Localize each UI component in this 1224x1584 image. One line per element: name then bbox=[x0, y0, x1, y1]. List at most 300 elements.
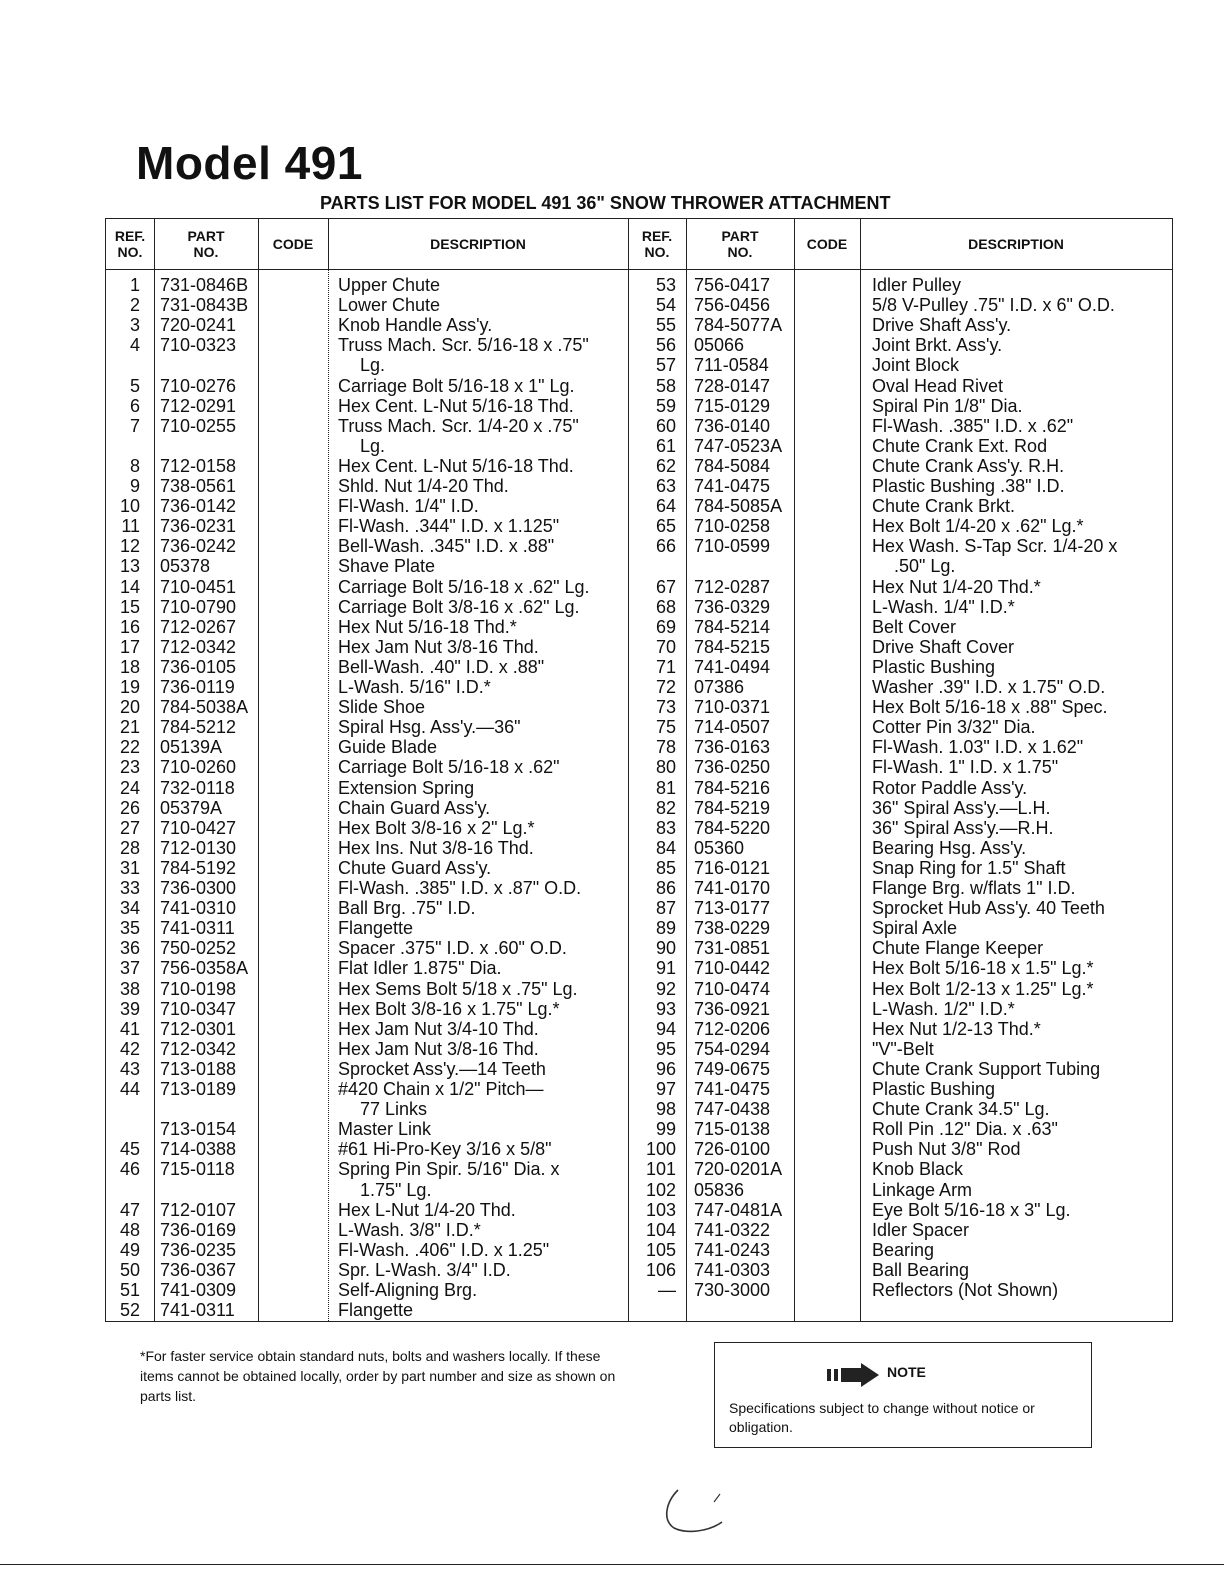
ref-number: 38 bbox=[119, 978, 140, 999]
part-description: Roll Pin .12" Dia. x .63" bbox=[872, 1119, 1058, 1140]
part-description: Fl-Wash. .385" I.D. x .62" bbox=[872, 415, 1074, 436]
ref-number: 70 bbox=[655, 636, 676, 657]
part-number: 731-0851 bbox=[694, 938, 771, 959]
part-description: Chute Crank 34.5" Lg. bbox=[872, 1099, 1050, 1120]
ref-number: 54 bbox=[655, 295, 676, 316]
ref-number: 1 bbox=[129, 275, 140, 295]
part-number: 736-0163 bbox=[694, 737, 771, 758]
part-description: #61 Hi-Pro-Key 3/16 x 5/8" bbox=[338, 1139, 552, 1160]
ref-number: 46 bbox=[119, 1159, 140, 1180]
part-number: 784-5084 bbox=[694, 455, 771, 476]
part-description: 36" Spiral Ass'y.—R.H. bbox=[872, 817, 1054, 838]
part-number: 741-0310 bbox=[160, 898, 237, 919]
part-description: Spiral Axle bbox=[872, 918, 958, 939]
part-number: 713-0177 bbox=[694, 898, 771, 919]
part-description: Chain Guard Ass'y. bbox=[338, 797, 491, 818]
part-description: Idler Pulley bbox=[872, 275, 962, 295]
ref-number: 36 bbox=[119, 938, 140, 959]
part-number: 710-0790 bbox=[160, 596, 237, 617]
part-description: Hex Jam Nut 3/4-10 Thd. bbox=[338, 1018, 539, 1039]
part-description: Sprocket Ass'y.—14 Teeth bbox=[338, 1058, 546, 1079]
header-part-no-right: PART NO. bbox=[721, 227, 759, 260]
part-number: 710-0427 bbox=[160, 817, 237, 838]
part-number: 736-0105 bbox=[160, 656, 237, 677]
part-description: Ball Bearing bbox=[872, 1259, 970, 1280]
part-description: Push Nut 3/8" Rod bbox=[872, 1139, 1021, 1160]
part-description: Belt Cover bbox=[872, 616, 957, 637]
ref-number: 81 bbox=[655, 777, 676, 798]
part-description: Chute Crank Ext. Rod bbox=[872, 435, 1048, 456]
ref-number: 106 bbox=[645, 1259, 676, 1280]
part-description: Hex Wash. S-Tap Scr. 1/4-20 x bbox=[872, 536, 1118, 557]
ref-number: 9 bbox=[129, 476, 140, 496]
part-number: 784-5214 bbox=[694, 616, 771, 637]
part-number: 05836 bbox=[694, 1179, 745, 1200]
ref-number: 66 bbox=[655, 536, 676, 557]
ref-number: 10 bbox=[119, 496, 140, 517]
part-description: Lower Chute bbox=[338, 295, 441, 316]
part-number: 710-0442 bbox=[694, 958, 771, 979]
part-number: 741-0494 bbox=[694, 656, 771, 677]
part-description: Flange Brg. w/flats 1" I.D. bbox=[872, 878, 1076, 898]
ref-number: 45 bbox=[119, 1139, 140, 1160]
part-description: Spr. L-Wash. 3/4" I.D. bbox=[338, 1259, 511, 1280]
ref-number: 12 bbox=[119, 536, 140, 557]
ref-number: 59 bbox=[655, 395, 676, 416]
part-description: Hex Cent. L-Nut 5/16-18 Thd. bbox=[338, 395, 574, 416]
part-number: 736-0142 bbox=[160, 496, 237, 517]
ref-number: 87 bbox=[655, 898, 676, 919]
part-number: 747-0438 bbox=[694, 1099, 771, 1120]
part-description: Plastic Bushing .38" I.D. bbox=[872, 476, 1065, 496]
part-number: 710-0451 bbox=[160, 576, 237, 597]
part-description: 77 Links bbox=[360, 1099, 428, 1120]
parts-table bbox=[105, 218, 1173, 1322]
part-number: 710-0276 bbox=[160, 375, 237, 396]
part-description: Self-Aligning Brg. bbox=[338, 1280, 478, 1300]
ref-number: 78 bbox=[655, 737, 676, 758]
part-number: 726-0100 bbox=[694, 1139, 771, 1160]
part-number: 749-0675 bbox=[694, 1058, 771, 1079]
part-number: 715-0138 bbox=[694, 1119, 771, 1140]
parts-list-subtitle: PARTS LIST FOR MODEL 491 36" SNOW THROWER ATTACHMENT bbox=[320, 193, 891, 213]
part-number: 756-0456 bbox=[694, 295, 771, 316]
part-description: 1.75" Lg. bbox=[360, 1179, 432, 1200]
part-number: 741-0475 bbox=[694, 476, 771, 496]
part-number: 05379A bbox=[160, 797, 223, 818]
part-number: 714-0507 bbox=[694, 717, 771, 738]
part-number: 713-0188 bbox=[160, 1058, 237, 1079]
ref-number: 4 bbox=[129, 335, 140, 356]
part-description: Idler Spacer bbox=[872, 1219, 970, 1240]
part-number: 756-0417 bbox=[694, 275, 771, 295]
part-number: 712-0301 bbox=[160, 1018, 237, 1039]
part-description: Flangette bbox=[338, 918, 414, 939]
ref-number: 35 bbox=[119, 918, 140, 939]
part-number: 732-0118 bbox=[160, 777, 235, 798]
ref-number: 2 bbox=[129, 295, 140, 316]
ref-number: 13 bbox=[119, 556, 140, 577]
column-divider bbox=[794, 219, 795, 1321]
part-description: 5/8 V-Pulley .75" I.D. x 6" O.D. bbox=[872, 295, 1115, 316]
part-description: Hex Bolt 3/8-16 x 1.75" Lg.* bbox=[338, 998, 560, 1019]
part-description: Snap Ring for 1.5" Shaft bbox=[872, 857, 1066, 878]
ref-number: 92 bbox=[655, 978, 676, 999]
part-description: L-Wash. 3/8" I.D.* bbox=[338, 1219, 481, 1240]
part-description: Hex Bolt 5/16-18 x .88" Spec. bbox=[872, 697, 1108, 718]
column-divider bbox=[860, 219, 861, 1321]
part-number: 784-5220 bbox=[694, 817, 771, 838]
bottom-rule bbox=[0, 1564, 1224, 1565]
header-code-left: CODE bbox=[272, 235, 314, 252]
ref-number: 75 bbox=[655, 717, 676, 738]
part-description: L-Wash. 5/16" I.D.* bbox=[338, 677, 491, 697]
ref-number: 99 bbox=[655, 1119, 676, 1140]
ref-number: 63 bbox=[655, 476, 676, 496]
part-description: Fl-Wash. .406" I.D. x 1.25" bbox=[338, 1239, 550, 1260]
part-number: 736-0231 bbox=[160, 516, 237, 537]
part-number: 712-0206 bbox=[694, 1018, 771, 1039]
part-number: 714-0388 bbox=[160, 1139, 237, 1160]
ref-number: 67 bbox=[655, 576, 676, 597]
part-description: Shld. Nut 1/4-20 Thd. bbox=[338, 476, 509, 496]
part-description: Plastic Bushing bbox=[872, 1079, 996, 1099]
part-description: Reflectors (Not Shown) bbox=[872, 1280, 1059, 1300]
part-description: Rotor Paddle Ass'y. bbox=[872, 777, 1028, 798]
ref-number: 71 bbox=[655, 656, 676, 677]
part-number: 712-0287 bbox=[694, 576, 771, 597]
ref-number: 21 bbox=[119, 717, 140, 738]
ref-number: 95 bbox=[655, 1038, 676, 1059]
part-number: 736-0300 bbox=[160, 878, 237, 898]
part-number: 715-0118 bbox=[160, 1159, 235, 1180]
part-description: Shave Plate bbox=[338, 556, 436, 577]
ref-number: 100 bbox=[645, 1139, 676, 1160]
ref-number: 8 bbox=[129, 455, 140, 476]
ref-number: 96 bbox=[655, 1058, 676, 1079]
part-description: L-Wash. 1/4" I.D.* bbox=[872, 596, 1015, 617]
part-number: 736-0329 bbox=[694, 596, 771, 617]
ref-number: 61 bbox=[655, 435, 676, 456]
header-rule bbox=[106, 269, 1172, 270]
part-description: Bell-Wash. .40" I.D. x .88" bbox=[338, 656, 545, 677]
ref-number: 97 bbox=[655, 1079, 676, 1099]
ref-number: 86 bbox=[655, 878, 676, 898]
ref-number: 84 bbox=[655, 837, 676, 858]
part-description: Fl-Wash. 1/4" I.D. bbox=[338, 496, 479, 517]
part-description: Oval Head Rivet bbox=[872, 375, 1004, 396]
ref-number: 105 bbox=[645, 1239, 676, 1260]
ref-number: 5 bbox=[129, 375, 140, 396]
part-description: Carriage Bolt 3/8-16 x .62" Lg. bbox=[338, 596, 580, 617]
part-description: Fl-Wash. .385" I.D. x .87" O.D. bbox=[338, 878, 582, 898]
part-description: Cotter Pin 3/32" Dia. bbox=[872, 717, 1036, 738]
part-number: 07386 bbox=[694, 677, 745, 697]
ref-number: 22 bbox=[119, 737, 140, 758]
part-description: Truss Mach. Scr. 1/4-20 x .75" bbox=[338, 415, 579, 436]
ref-number: 64 bbox=[655, 496, 676, 517]
ref-number: 28 bbox=[119, 837, 140, 858]
ref-number: 47 bbox=[119, 1199, 140, 1220]
ref-number: 102 bbox=[645, 1179, 676, 1200]
part-number: 741-0309 bbox=[160, 1280, 237, 1300]
ref-number: 68 bbox=[655, 596, 676, 617]
part-description: "V"-Belt bbox=[872, 1038, 934, 1059]
column-divider bbox=[686, 219, 687, 1321]
part-description: Lg. bbox=[360, 355, 386, 376]
ref-number: 101 bbox=[645, 1159, 676, 1180]
ref-number: 83 bbox=[655, 817, 676, 838]
part-number: 784-5077A bbox=[694, 315, 783, 336]
ref-number: 44 bbox=[119, 1079, 140, 1099]
part-number: 711-0584 bbox=[694, 355, 769, 376]
part-number: 754-0294 bbox=[694, 1038, 771, 1059]
part-description: Hex Ins. Nut 3/8-16 Thd. bbox=[338, 837, 534, 858]
ref-number: 37 bbox=[119, 958, 140, 979]
part-number: 747-0481A bbox=[694, 1199, 783, 1220]
part-description: Drive Shaft Ass'y. bbox=[872, 315, 1012, 336]
part-number: 750-0252 bbox=[160, 938, 237, 959]
part-description: Chute Crank Support Tubing bbox=[872, 1058, 1101, 1079]
ref-number: 24 bbox=[119, 777, 140, 798]
ref-number: 58 bbox=[655, 375, 676, 396]
ref-number: 52 bbox=[119, 1300, 140, 1321]
ref-number: 43 bbox=[119, 1058, 140, 1079]
part-number: 738-0561 bbox=[160, 476, 237, 496]
ref-number: 94 bbox=[655, 1018, 676, 1039]
part-description: Chute Crank Ass'y. R.H. bbox=[872, 455, 1065, 476]
part-number: 736-0235 bbox=[160, 1239, 237, 1260]
part-description: Flat Idler 1.875" Dia. bbox=[338, 958, 502, 979]
part-description: Fl-Wash. 1.03" I.D. x 1.62" bbox=[872, 737, 1084, 758]
ref-number: 91 bbox=[655, 958, 676, 979]
part-number: 784-5085A bbox=[694, 496, 783, 517]
part-description: Linkage Arm bbox=[872, 1179, 973, 1200]
part-number: 741-0170 bbox=[694, 878, 771, 898]
part-number: 710-0347 bbox=[160, 998, 237, 1019]
ref-number: 17 bbox=[119, 636, 140, 657]
column-divider bbox=[154, 219, 155, 1321]
part-description: Sprocket Hub Ass'y. 40 Teeth bbox=[872, 898, 1105, 919]
part-number: 784-5038A bbox=[160, 697, 249, 718]
footnote: *For faster service obtain standard nuts, bolts and washers locally. If these items cannot be obtained locally, order by part number and size as shown on parts list. bbox=[140, 1348, 616, 1404]
part-description: #420 Chain x 1/2" Pitch— bbox=[338, 1079, 544, 1099]
part-description: Hex Bolt 5/16-18 x 1.5" Lg.* bbox=[872, 958, 1094, 979]
part-number: 756-0358A bbox=[160, 958, 249, 979]
part-number: 712-0130 bbox=[160, 837, 237, 858]
header-ref-no-left: REF. NO. bbox=[114, 227, 146, 260]
part-description: Hex Sems Bolt 5/18 x .75" Lg. bbox=[338, 978, 578, 999]
ref-number: 93 bbox=[655, 998, 676, 1019]
part-number: 712-0158 bbox=[160, 455, 237, 476]
ref-number: 16 bbox=[119, 616, 140, 637]
part-description: Carriage Bolt 5/16-18 x 1" Lg. bbox=[338, 375, 575, 396]
part-number: 736-0140 bbox=[694, 415, 771, 436]
part-number: 720-0201A bbox=[694, 1159, 783, 1180]
ref-number: 57 bbox=[655, 355, 676, 376]
part-number: 736-0250 bbox=[694, 757, 771, 778]
part-description: Joint Block bbox=[872, 355, 960, 376]
part-number: 747-0523A bbox=[694, 435, 783, 456]
part-number: 731-0846B bbox=[160, 275, 249, 295]
part-number: 784-5192 bbox=[160, 857, 237, 878]
part-description: Chute Crank Brkt. bbox=[872, 496, 1016, 517]
ref-number: 19 bbox=[119, 677, 140, 697]
part-number: 712-0267 bbox=[160, 616, 237, 637]
part-number: 712-0342 bbox=[160, 636, 237, 657]
ref-number: 103 bbox=[645, 1199, 676, 1220]
header-ref-no-right: REF. NO. bbox=[641, 227, 673, 260]
part-description: Upper Chute bbox=[338, 275, 441, 295]
page-title: Model 491 bbox=[136, 137, 363, 189]
part-description: Fl-Wash. .344" I.D. x 1.125" bbox=[338, 516, 560, 537]
part-description: Hex Bolt 1/4-20 x .62" Lg.* bbox=[872, 516, 1084, 537]
part-number: 741-0475 bbox=[694, 1079, 771, 1099]
part-description: Spacer .375" I.D. x .60" O.D. bbox=[338, 938, 567, 959]
part-number: 741-0311 bbox=[160, 1300, 235, 1321]
part-description: Hex Bolt 3/8-16 x 2" Lg.* bbox=[338, 817, 535, 838]
part-description: Truss Mach. Scr. 5/16-18 x .75" bbox=[338, 335, 589, 356]
column-divider bbox=[328, 269, 329, 1321]
part-description: Flangette bbox=[338, 1300, 414, 1321]
part-description: Hex Jam Nut 3/8-16 Thd. bbox=[338, 636, 539, 657]
ref-number: 72 bbox=[655, 677, 676, 697]
part-description: Guide Blade bbox=[338, 737, 438, 758]
column-divider bbox=[628, 219, 629, 1321]
part-description: Joint Brkt. Ass'y. bbox=[872, 335, 1003, 356]
arrow-right-icon bbox=[827, 1363, 879, 1387]
part-number: 713-0189 bbox=[160, 1079, 237, 1099]
part-description: Spiral Pin 1/8" Dia. bbox=[872, 395, 1023, 416]
ref-number: 98 bbox=[655, 1099, 676, 1120]
ref-number: 33 bbox=[119, 878, 140, 898]
ref-number: 85 bbox=[655, 857, 676, 878]
header-code-right: CODE bbox=[806, 235, 848, 252]
ref-number: 20 bbox=[119, 697, 140, 718]
part-number: 712-0342 bbox=[160, 1038, 237, 1059]
part-description: Chute Flange Keeper bbox=[872, 938, 1044, 959]
part-description: Bearing Hsg. Ass'y. bbox=[872, 837, 1027, 858]
part-description: Slide Shoe bbox=[338, 697, 426, 718]
part-number: 784-5212 bbox=[160, 717, 237, 738]
ref-number: 26 bbox=[119, 797, 140, 818]
part-number: 716-0121 bbox=[694, 857, 771, 878]
part-description: Hex Nut 1/2-13 Thd.* bbox=[872, 1018, 1041, 1039]
part-description: Eye Bolt 5/16-18 x 3" Lg. bbox=[872, 1199, 1071, 1220]
ref-number: 11 bbox=[121, 516, 140, 537]
ref-number: 23 bbox=[119, 757, 140, 778]
ref-number: 82 bbox=[655, 797, 676, 818]
ref-number: 7 bbox=[129, 415, 140, 436]
note-label: NOTE bbox=[887, 1364, 926, 1380]
part-description: .50" Lg. bbox=[894, 556, 956, 577]
part-description: Carriage Bolt 5/16-18 x .62" Lg. bbox=[338, 576, 590, 597]
header-description-right: DESCRIPTION bbox=[968, 235, 1064, 252]
part-description: Hex Bolt 1/2-13 x 1.25" Lg.* bbox=[872, 978, 1094, 999]
ref-number: 42 bbox=[119, 1038, 140, 1059]
ref-number: 41 bbox=[119, 1018, 140, 1039]
ref-number: 3 bbox=[129, 315, 140, 336]
ref-number: 62 bbox=[655, 455, 676, 476]
part-description: Ball Brg. .75" I.D. bbox=[338, 898, 476, 919]
part-description: Spring Pin Spir. 5/16" Dia. x bbox=[338, 1159, 560, 1180]
part-number: 710-0599 bbox=[694, 536, 771, 557]
part-number: 710-0258 bbox=[694, 516, 771, 537]
ref-number: 6 bbox=[129, 395, 140, 416]
part-number: 05066 bbox=[694, 335, 745, 356]
part-description: Extension Spring bbox=[338, 777, 475, 798]
part-description: Fl-Wash. 1" I.D. x 1.75" bbox=[872, 757, 1059, 778]
column-divider bbox=[258, 219, 259, 1321]
part-number: 710-0371 bbox=[694, 697, 771, 718]
header-part-no-left: PART NO. bbox=[187, 227, 225, 260]
ref-number: 15 bbox=[119, 596, 140, 617]
ref-number: 18 bbox=[119, 656, 140, 677]
ref-number: 90 bbox=[655, 938, 676, 959]
part-number: 741-0303 bbox=[694, 1259, 771, 1280]
part-number: 784-5215 bbox=[694, 636, 771, 657]
ref-number: 55 bbox=[655, 315, 676, 336]
part-number: 05360 bbox=[694, 837, 745, 858]
ref-number: 39 bbox=[119, 998, 140, 1019]
part-number: 710-0198 bbox=[160, 978, 237, 999]
ref-number: 60 bbox=[655, 415, 676, 436]
ref-number: 51 bbox=[119, 1280, 140, 1300]
part-description: Washer .39" I.D. x 1.75" O.D. bbox=[872, 677, 1106, 697]
ref-number: 69 bbox=[655, 616, 676, 637]
part-number: 731-0843B bbox=[160, 295, 249, 316]
part-description: Hex Nut 1/4-20 Thd.* bbox=[872, 576, 1041, 597]
part-number: 710-0323 bbox=[160, 335, 237, 356]
part-number: 05378 bbox=[160, 556, 211, 577]
ref-number: 89 bbox=[655, 918, 676, 939]
ref-number: 34 bbox=[119, 898, 140, 919]
header-description-left: DESCRIPTION bbox=[430, 235, 526, 252]
part-number: 736-0119 bbox=[160, 677, 235, 697]
part-number: 736-0242 bbox=[160, 536, 237, 557]
part-number: 710-0474 bbox=[694, 978, 771, 999]
part-description: Carriage Bolt 5/16-18 x .62" bbox=[338, 757, 560, 778]
part-description: Spiral Hsg. Ass'y.—36" bbox=[338, 717, 521, 738]
part-number: 728-0147 bbox=[694, 375, 771, 396]
part-description: L-Wash. 1/2" I.D.* bbox=[872, 998, 1015, 1019]
part-number: 736-0169 bbox=[160, 1219, 237, 1240]
ref-number: 65 bbox=[655, 516, 676, 537]
part-number: 712-0107 bbox=[160, 1199, 237, 1220]
part-number: 710-0260 bbox=[160, 757, 237, 778]
handwritten-mark bbox=[656, 1472, 736, 1542]
part-number: 741-0322 bbox=[694, 1219, 771, 1240]
part-description: Lg. bbox=[360, 435, 386, 456]
part-description: Hex L-Nut 1/4-20 Thd. bbox=[338, 1199, 516, 1220]
part-number: 730-3000 bbox=[694, 1280, 771, 1300]
part-number: 741-0311 bbox=[160, 918, 235, 939]
part-number: 736-0921 bbox=[694, 998, 771, 1019]
part-number: 715-0129 bbox=[694, 395, 771, 416]
part-number: 741-0243 bbox=[694, 1239, 771, 1260]
part-number: 784-5219 bbox=[694, 797, 771, 818]
note-text: Specifications subject to change without notice or obligation. bbox=[729, 1400, 1035, 1435]
part-description: Master Link bbox=[338, 1119, 432, 1140]
part-number: 720-0241 bbox=[160, 315, 237, 336]
part-description: 36" Spiral Ass'y.—L.H. bbox=[872, 797, 1051, 818]
ref-number: 104 bbox=[645, 1219, 676, 1240]
ref-number: 49 bbox=[119, 1239, 140, 1260]
ref-number: — bbox=[658, 1280, 676, 1300]
part-description: Chute Guard Ass'y. bbox=[338, 857, 492, 878]
part-description: Drive Shaft Cover bbox=[872, 636, 1015, 657]
part-description: Plastic Bushing bbox=[872, 656, 996, 677]
